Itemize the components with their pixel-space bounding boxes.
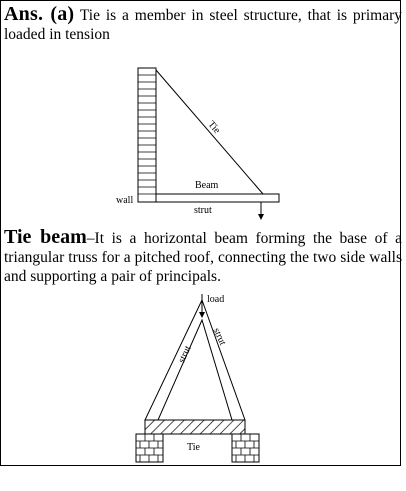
strut-right-label: strut bbox=[210, 326, 229, 348]
tie-beam-member bbox=[145, 420, 245, 434]
left-support bbox=[136, 434, 163, 462]
definition-text: –It is a horizontal beam forming the base of a triangular truss for a pitched roof, connecting the two side walls and supporting a pair of principals. bbox=[4, 230, 403, 285]
tie-bottom-label: Tie bbox=[187, 442, 200, 453]
strut-label: strut bbox=[194, 205, 212, 216]
load-arrow bbox=[258, 202, 264, 220]
truss-diagram bbox=[136, 294, 259, 462]
beam-label: Beam bbox=[195, 180, 219, 191]
truss-outer bbox=[145, 300, 245, 420]
answer-text: Tie is a member in steel structure, that is primary loaded in tension bbox=[4, 7, 402, 43]
wall-label: wall bbox=[116, 195, 134, 206]
tie-beam-diagram bbox=[116, 68, 279, 220]
definition-term: Tie beam bbox=[4, 226, 87, 248]
beam-member bbox=[156, 194, 279, 202]
answer-label: Ans. (a) bbox=[4, 3, 75, 25]
strut-left-label: strut bbox=[176, 344, 194, 365]
tie-member bbox=[156, 70, 263, 194]
load-label: load bbox=[207, 294, 225, 305]
tie-label: Tie bbox=[205, 118, 223, 136]
wall bbox=[138, 68, 156, 202]
right-support bbox=[232, 434, 259, 462]
